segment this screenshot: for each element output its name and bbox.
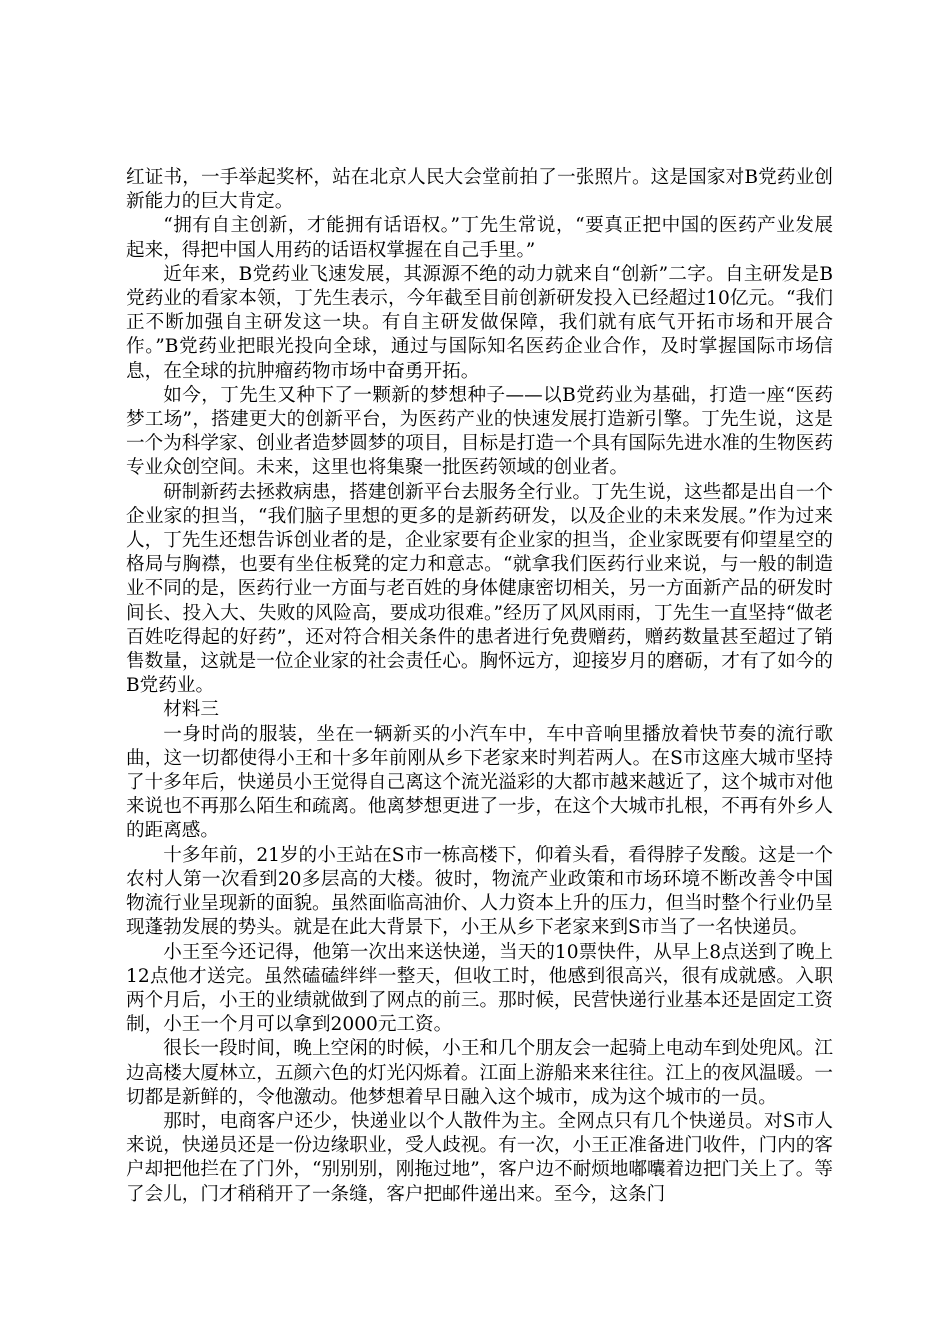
paragraph-first-delivery: 小王至今还记得，他第一次出来送快递，当天的10票快件，从早上8点送到了晚上12点他才送完。虽然磕磕绊绊一整天，但收工时，他感到很高兴，很有成就感。入职两个月后，小王的业绩就做到了网点的前三。那时候，民营快递行业基本还是固定工资制，小王一个月可以拿到2000元工资。 bbox=[126, 941, 833, 1036]
paragraph-innovation-quote: “拥有自主创新，才能拥有话语权。”丁先生常说，“要真正把中国的医药产业发展起来，得把中国人用药的话语权掌握在自己手里。” bbox=[126, 215, 833, 261]
document-page bbox=[126, 166, 833, 1207]
paragraph-award-photo: 红证书，一手举起奖杯，站在北京人民大会堂前拍了一张照片。这是国家对B党药业创新能力的巨大肯定。 bbox=[126, 167, 833, 213]
paragraph-early-days: 那时，电商客户还少，快递业以个人散件为主。全网点只有几个快递员。对S市人来说，快递员还是一份边缘职业，受人歧视。有一次，小王正准备进门收件，门内的客户却把他拦在了门外，“别别别，刚拖过地”，客户边不耐烦地嘟囔着边把门关上了。等了会儿，门才稍稍开了一条缝，客户把邮件递出来。至今，这条门 bbox=[126, 1110, 833, 1205]
paragraph-dream-factory: 如今，丁先生又种下了一颗新的梦想种子——以B党药业为基础，打造一座“医药梦工场”，搭建更大的创新平台，为医药产业的快速发展打造新引擎。丁先生说，这是一个为科学家、创业者造梦圆梦的项目，目标是打造一个具有国际先进水准的生物医药专业众创空间。未来，这里也将集聚一批医药领域的创业者。 bbox=[126, 384, 833, 479]
section-heading-material-three: 材料三 bbox=[163, 699, 219, 721]
paragraph-river-rides: 很长一段时间，晚上空闲的时候，小王和几个朋友会一起骑上电动车到处兜风。江边高楼大厦林立，五颜六色的灯光闪烁着。江面上游船来来往往。江上的夜风温暖。一切都是新鲜的，令他激动。他梦想着早日融入这个城市，成为这个城市的一员。 bbox=[126, 1038, 833, 1108]
paragraph-courier-now: 一身时尚的服装，坐在一辆新买的小汽车中，车中音响里播放着快节奏的流行歌曲，这一切都使得小王和十多年前刚从乡下老家来时判若两人。在S市这座大城市坚持了十多年后，快递员小王觉得自己离这个流光溢彩的大都市越来越近了，这个城市对他来说也不再那么陌生和疏离。他离梦想更进了一步，在这个大城市扎根，不再有外乡人的距离感。 bbox=[126, 723, 833, 842]
paragraph-entrepreneur-duty: 研制新药去拯救病患，搭建创新平台去服务全行业。丁先生说，这些都是出自一个企业家的担当，“我们脑子里想的更多的是新药研发，以及企业的未来发展。”作为过来人，丁先生还想告诉创业者的是，企业家要有企业家的担当，企业家既要有仰望星空的格局与胸襟，也要有坐住板凳的定力和意志。“就拿我们医药行业来说，与一般的制造业不同的是，医药行业一方面与老百姓的身体健康密切相关，另一方面新产品的研发时间长、投入大、失败的风险高，要成功很难。”经历了风风雨雨，丁先生一直坚持“做老百姓吃得起的好药”，还对符合相关条件的患者进行免费赠药，赠药数量甚至超过了销售数量，这就是一位企业家的社会责任心。胸怀远方，迎接岁月的磨砺，才有了如今的B党药业。 bbox=[126, 481, 833, 697]
paragraph-courier-arrival: 十多年前，21岁的小王站在S市一栋高楼下，仰着头看，看得脖子发酸。这是一个农村人第一次看到20多层高的大楼。彼时，物流产业政策和市场环境不断改善令中国物流行业呈现新的面貌。虽然面临高油价、人力资本上升的压力，但当时整个行业仍呈现蓬勃发展的势头。就是在此大背景下，小王从乡下老家来到S市当了一名快递员。 bbox=[126, 844, 833, 939]
paragraph-rnd-investment: 近年来，B党药业飞速发展，其源源不绝的动力就来自“创新”二字。自主研发是B党药业的看家本领，丁先生表示，今年截至目前创新研发投入已经超过10亿元。“我们正不断加强自主研发这一块。有自主研发做保障，我们就有底气开拓市场和开展合作。”B党药业把眼光投向全球，通过与国际知名医药企业合作，及时掌握国际市场信息，在全球的抗肿瘤药物市场中奋勇开拓。 bbox=[126, 263, 833, 382]
